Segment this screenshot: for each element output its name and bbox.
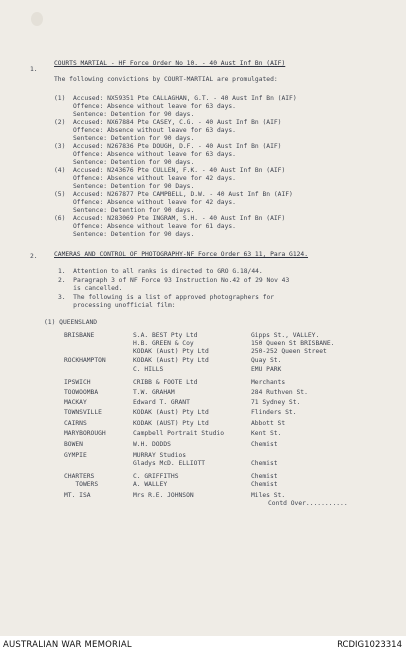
conviction-line: Offence: Absence without leave for 63 days. — [54, 127, 236, 134]
row-address: EMU PARK — [251, 366, 282, 373]
conviction-line: Offence: Absence without leave for 42 days. — [54, 199, 236, 206]
paragraph-line: processing unofficial film: — [58, 302, 176, 309]
row-name: KODAK (Aust) Pty Ltd — [133, 409, 209, 416]
paragraph-line: is cancelled. — [58, 285, 123, 292]
conviction-line: (4) Accused: N243676 Pte CULLEN, F.K. - 40 Aust Inf Bn (AIF) — [54, 167, 286, 174]
row-name: Gladys McD. ELLIOTT — [133, 460, 206, 467]
footer-institution: AUSTRALIAN WAR MEMORIAL — [3, 640, 132, 650]
archive-footer — [0, 636, 406, 654]
section-1-heading: COURTS MARTIAL - HF Force Order No 10. - 40 Aust Inf Bn (AIF) — [54, 60, 286, 67]
conviction-line: (5) Accused: N267877 Pte CAMPBELL, D.W. - 40 Aust Inf Bn (AIF) — [54, 191, 293, 198]
row-name: Campbell Portrait Studio — [133, 430, 224, 437]
paragraph-line: 2. Paragraph 3 of NF Force 93 Instruction No.42 of 29 Nov 43 — [58, 276, 290, 284]
row-place: ROCKHAMPTON — [64, 357, 106, 364]
row-name: Edward T. GRANT — [133, 399, 190, 406]
row-place: IPSWICH — [64, 379, 91, 386]
conviction-line: (3) Accused: N267836 Pte DOUGH, D.F. - 40 Aust Inf Bn (AIF) — [54, 143, 282, 150]
row-place: TOWERS — [64, 481, 99, 488]
section-2-number: 2. — [30, 253, 38, 260]
conviction-line: Offence: Absence without leave for 42 days. — [54, 175, 236, 182]
row-address: Kent St. — [251, 430, 282, 437]
row-place: TOWNSVILLE — [64, 409, 102, 416]
row-address: Chemist — [251, 481, 278, 488]
row-place: GYMPIE — [64, 452, 87, 459]
row-place: BRISBANE — [64, 332, 95, 339]
conviction-line: Sentence: Detention for 90 days. — [54, 231, 195, 238]
section-2-heading: CAMERAS AND CONTROL OF PHOTOGRAPHY-NF Force Order 63 11, Para G124. — [54, 251, 309, 258]
conviction-line: Sentence: Detention for 90 days. — [54, 207, 195, 214]
row-name: CRIBB & FOOTE Ltd — [133, 379, 198, 386]
section-1-number: 1. — [30, 66, 38, 73]
conviction-line: Sentence: Detention for 90 Days. — [54, 183, 195, 190]
row-name: T.W. GRAHAM — [133, 389, 175, 396]
row-place: CHARTERS — [64, 473, 95, 480]
row-place: MARYBOROUGH — [64, 430, 106, 437]
region-heading: (1) QUEENSLAND — [44, 319, 98, 326]
punch-hole-mark — [31, 12, 43, 26]
continued-note: Contd Over........... — [268, 500, 348, 507]
row-name: KODAK (AUST) Pty Ltd — [133, 420, 209, 427]
row-address: Quay St. — [251, 357, 282, 364]
conviction-line: Offence: Absence without leave for 61 days. — [54, 223, 236, 230]
paragraph-line: 3. The following is a list of approved photographers for — [58, 293, 275, 301]
row-address: Gipps St., VALLEY. — [251, 332, 320, 339]
row-name: S.A. BEST Pty Ltd — [133, 332, 198, 339]
footer-record-id: RCDIG1023314 — [337, 640, 402, 650]
row-address: Miles St. — [251, 492, 286, 499]
row-name: KODAK (Aust) Pty Ltd — [133, 357, 209, 364]
row-name: MURRAY Studios — [133, 452, 187, 459]
conviction-line: (1) Accused: NX59351 Pte CALLAGHAN, G.T. - 40 Aust Inf Bn (AIF) — [54, 95, 297, 102]
row-name: C. GRIFFITHS — [133, 473, 179, 480]
row-address: Flinders St. — [251, 409, 297, 416]
row-place: MT. ISA — [64, 492, 91, 499]
row-address: Chemist — [251, 473, 278, 480]
conviction-line: Offence: Absence without leave for 63 days. — [54, 103, 236, 110]
conviction-line: (2) Accused: NX67884 Pte CASEY, C.G. - 40 Aust Inf Bn (AIF) — [54, 119, 282, 126]
row-address: Chemist — [251, 460, 278, 467]
row-name: H.B. GREEN & Coy — [133, 340, 194, 347]
conviction-line: (6) Accused: N283069 Pte INGRAM, S.H. - 40 Aust Inf Bn (AIF) — [54, 215, 286, 222]
row-name: W.H. DODDS — [133, 441, 171, 448]
row-place: MACKAY — [64, 399, 87, 406]
conviction-line: Sentence: Detention for 90 days. — [54, 111, 195, 118]
row-name: C. HILLS — [133, 366, 164, 373]
conviction-line: Offence: Absence without leave for 63 days. — [54, 151, 236, 158]
row-name: Mrs R.E. JOHNSON — [133, 492, 194, 499]
conviction-line: Sentence: Detention for 90 days. — [54, 159, 195, 166]
conviction-line: Sentence: Detention for 90 days. — [54, 135, 195, 142]
row-address: Chemist — [251, 441, 278, 448]
row-address: Merchants — [251, 379, 286, 386]
row-address: Abbott St — [251, 420, 286, 427]
row-place: BOWEN — [64, 441, 83, 448]
paragraph-line: 1. Attention to all ranks is directed to GRO G.18/44. — [58, 268, 263, 275]
row-name: A. WALLEY — [133, 481, 168, 488]
row-place: TOOWOOMBA — [64, 389, 99, 396]
row-address: 71 Sydney St. — [251, 399, 301, 406]
row-place: CAIRNS — [64, 420, 87, 427]
row-address: 284 Ruthven St. — [251, 389, 308, 396]
section-1-intro: The following convictions by COURT-MARTIAL are promulgated: — [54, 76, 278, 83]
row-name: KODAK (Aust) Pty Ltd — [133, 348, 209, 355]
row-address: 250-252 Queen Street — [251, 348, 327, 355]
row-address: 150 Queen St BRISBANE. — [251, 340, 335, 347]
